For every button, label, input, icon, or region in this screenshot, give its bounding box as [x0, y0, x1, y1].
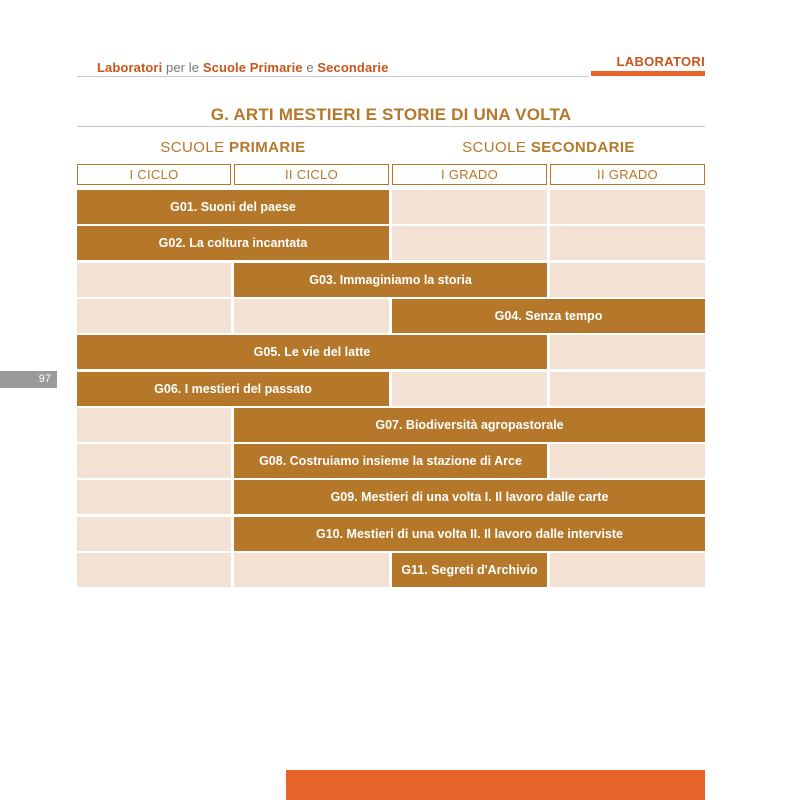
header-scuole-primarie: Scuole Primarie — [202, 60, 303, 75]
empty-cell — [77, 517, 231, 551]
empty-cell — [392, 372, 547, 406]
header-laboratori: Laboratori — [97, 60, 163, 75]
empty-cell — [550, 553, 705, 587]
header-secondarie: Secondarie — [317, 60, 389, 75]
lab-bar: G01. Suoni del paese — [77, 190, 389, 224]
lab-bar: G02. La coltura incantata — [77, 226, 389, 260]
empty-cell — [392, 190, 547, 224]
lab-bar: G10. Mestieri di una volta II. Il lavoro dalle interviste — [234, 517, 705, 551]
footer-bar — [286, 770, 705, 800]
header-rule — [77, 76, 589, 77]
lab-bar: G08. Costruiamo insieme la stazione di Arce — [234, 444, 547, 478]
lab-bar: G03. Immaginiamo la storia — [234, 263, 547, 297]
empty-cell — [550, 335, 705, 369]
empty-cell — [550, 226, 705, 260]
lab-bar: G06. I mestieri del passato — [77, 372, 389, 406]
lab-bar: G11. Segreti d'Archivio — [392, 553, 547, 587]
empty-cell — [77, 553, 231, 587]
empty-cell — [234, 299, 389, 333]
section-tag-bar — [591, 71, 705, 76]
lab-bar: G07. Biodiversità agropastorale — [234, 408, 705, 442]
header-e: e — [302, 60, 318, 75]
empty-cell — [550, 372, 705, 406]
empty-cell — [550, 444, 705, 478]
empty-cell — [234, 553, 389, 587]
lab-bar: G04. Senza tempo — [392, 299, 705, 333]
lab-bar: G05. Le vie del latte — [77, 335, 547, 369]
group-head-primarie — [77, 139, 389, 156]
page-number: 97 — [0, 371, 57, 388]
empty-cell — [550, 190, 705, 224]
group-head-primarie-strong: PRIMARIE — [229, 139, 306, 156]
group-head-secondarie — [392, 139, 705, 156]
group-head-secondarie-strong: SECONDARIE — [530, 139, 635, 156]
empty-cell — [550, 263, 705, 297]
column-header-i-grado: I GRADO — [392, 164, 547, 185]
section-tag: LABORATORI — [616, 54, 705, 69]
group-head-primarie-prefix: SCUOLE — [160, 139, 230, 156]
group-head-secondarie-prefix: SCUOLE — [462, 139, 531, 156]
section-title: G. ARTI MESTIERI E STORIE DI UNA VOLTA — [210, 105, 572, 124]
column-header-ii-ciclo: II CICLO — [234, 164, 389, 185]
running-header — [97, 60, 388, 75]
header-per-le: per le — [162, 60, 203, 75]
empty-cell — [77, 408, 231, 442]
empty-cell — [77, 299, 231, 333]
empty-cell — [77, 444, 231, 478]
column-header-i-ciclo: I CICLO — [77, 164, 231, 185]
section-rule — [77, 126, 705, 127]
empty-cell — [77, 263, 231, 297]
empty-cell — [77, 480, 231, 514]
column-header-ii-grado: II GRADO — [550, 164, 705, 185]
empty-cell — [392, 226, 547, 260]
lab-bar: G09. Mestieri di una volta I. Il lavoro dalle carte — [234, 480, 705, 514]
